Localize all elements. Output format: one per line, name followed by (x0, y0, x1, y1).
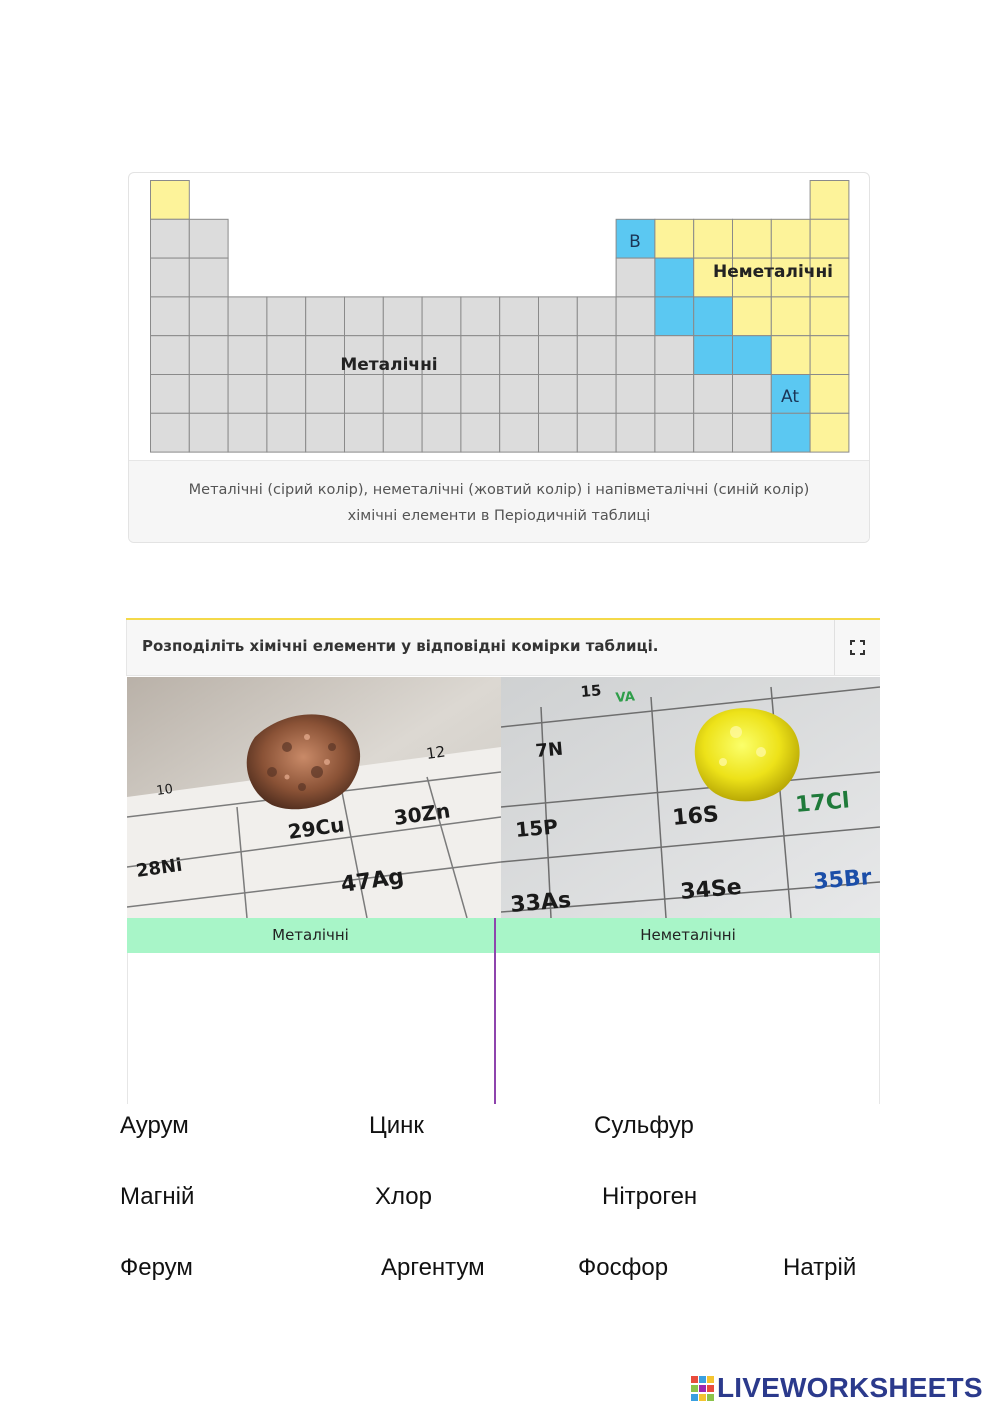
element-cell (500, 297, 539, 336)
svg-text:7N: 7N (534, 738, 564, 762)
element-cell (616, 336, 655, 375)
svg-text:33As: 33As (509, 887, 573, 918)
element-cell (539, 375, 578, 414)
word-silver[interactable]: Аргентум (381, 1254, 485, 1281)
element-cell (345, 413, 384, 452)
element-cell (810, 181, 849, 220)
element-cell (810, 336, 849, 375)
element-cell (151, 375, 190, 414)
svg-text:12: 12 (425, 742, 447, 763)
element-cell (577, 336, 616, 375)
svg-text:17Cl: 17Cl (794, 788, 851, 818)
element-cell (306, 375, 345, 414)
element-cell (151, 219, 190, 258)
element-cell (422, 375, 461, 414)
word-phosphorus[interactable]: Фосфор (578, 1254, 669, 1281)
svg-text:47Ag: 47Ag (339, 864, 406, 898)
element-cell (733, 375, 772, 414)
element-cell (577, 375, 616, 414)
element-cell (189, 297, 228, 336)
svg-text:34Se: 34Se (679, 874, 743, 905)
element-cell (500, 413, 539, 452)
element-cell (189, 413, 228, 452)
word-magnesium[interactable]: Магній (120, 1183, 195, 1210)
element-cell (461, 336, 500, 375)
svg-text:16S: 16S (671, 802, 720, 831)
element-cell (345, 297, 384, 336)
element-cell (306, 297, 345, 336)
element-cell (228, 413, 267, 452)
element-cell (151, 297, 190, 336)
periodic-table-figure (128, 172, 870, 543)
element-cell (694, 297, 733, 336)
svg-text:29Cu: 29Cu (286, 812, 346, 844)
copper-photo (127, 677, 501, 918)
element-cell (189, 219, 228, 258)
element-cell (616, 375, 655, 414)
element-cell (655, 375, 694, 414)
element-cell (616, 258, 655, 297)
element-cell (771, 297, 810, 336)
element-cell (151, 181, 190, 220)
svg-text:15: 15 (579, 681, 603, 701)
boron-symbol: B (629, 232, 641, 252)
element-cell (655, 258, 694, 297)
caption-line-2: хімічні елементи в Періодичній таблиці (347, 508, 651, 524)
element-cell (383, 375, 422, 414)
svg-text:35Br: 35Br (812, 864, 873, 895)
svg-text:VA: VA (615, 689, 636, 706)
element-cell (694, 413, 733, 452)
element-cell (616, 297, 655, 336)
element-cell (694, 336, 733, 375)
nonmetals-label: Неметалічні (712, 262, 834, 282)
word-sulfur[interactable]: Сульфур (594, 1112, 694, 1139)
element-cell (151, 336, 190, 375)
metals-column-heading: Металічні (127, 918, 494, 953)
fullscreen-button[interactable] (834, 620, 880, 675)
periodic-table-grid (150, 180, 850, 453)
nonmetals-drop-zone[interactable] (496, 953, 880, 1104)
svg-text:10: 10 (155, 781, 174, 799)
nonmetals-column-heading: Неметалічні (496, 918, 880, 953)
element-cell (577, 413, 616, 452)
figure-caption (129, 460, 869, 542)
element-cell (655, 297, 694, 336)
element-cell (267, 336, 306, 375)
element-cell (655, 219, 694, 258)
svg-text:30Zn: 30Zn (392, 798, 452, 830)
svg-text:28Ni: 28Ni (134, 854, 184, 882)
word-chlorine[interactable]: Хлор (375, 1183, 432, 1210)
activity-header (126, 620, 880, 676)
element-cell (189, 375, 228, 414)
element-cell (500, 375, 539, 414)
logo-text: LIVEWORKSHEETS (717, 1372, 983, 1403)
element-cell (539, 336, 578, 375)
element-cell (771, 336, 810, 375)
word-nitrogen[interactable]: Нітроген (602, 1183, 698, 1210)
element-cell (655, 413, 694, 452)
element-cell (267, 375, 306, 414)
element-cell (500, 336, 539, 375)
element-cell (771, 219, 810, 258)
element-cell (383, 297, 422, 336)
element-cell (539, 413, 578, 452)
svg-text:15P: 15P (514, 814, 559, 842)
element-cell (228, 297, 267, 336)
word-sodium[interactable]: Натрій (783, 1254, 857, 1281)
element-cell (345, 375, 384, 414)
element-cell (228, 336, 267, 375)
element-cell (539, 297, 578, 336)
liveworksheets-blocks-icon (691, 1376, 715, 1402)
metals-drop-zone[interactable] (127, 953, 494, 1104)
element-cell (733, 336, 772, 375)
element-cell (577, 297, 616, 336)
element-cell (655, 336, 694, 375)
metals-label: Металічні (340, 355, 438, 375)
element-cell (461, 375, 500, 414)
word-iron[interactable]: Ферум (120, 1254, 193, 1281)
element-cell (771, 413, 810, 452)
element-cell (267, 297, 306, 336)
element-cell (461, 297, 500, 336)
element-cell (383, 413, 422, 452)
element-cell (694, 375, 733, 414)
element-cell (733, 219, 772, 258)
element-cell (810, 413, 849, 452)
fullscreen-icon (850, 640, 865, 655)
column-divider (494, 918, 496, 1104)
element-cell (461, 413, 500, 452)
sulfur-photo (501, 677, 880, 918)
word-aurum[interactable]: Аурум (120, 1112, 189, 1139)
element-cell (733, 413, 772, 452)
element-cell (422, 297, 461, 336)
element-cell (733, 297, 772, 336)
sorting-activity (126, 618, 880, 1104)
element-cell (189, 336, 228, 375)
element-cell (151, 258, 190, 297)
element-cell (267, 413, 306, 452)
caption-line-1: Металічні (сірий колір), неметалічні (жовтий колір) і напівметалічні (синій колір) (188, 482, 810, 498)
element-cell (189, 258, 228, 297)
word-zinc[interactable]: Цинк (369, 1112, 424, 1139)
element-cell (151, 413, 190, 452)
element-cell (694, 219, 733, 258)
astatine-symbol: At (781, 387, 799, 407)
element-cell (810, 297, 849, 336)
element-cell (422, 413, 461, 452)
periodic-table (150, 180, 850, 453)
element-cell (810, 375, 849, 414)
element-cell (306, 413, 345, 452)
element-cell (228, 375, 267, 414)
element-cell (810, 219, 849, 258)
element-cell (306, 336, 345, 375)
activity-instruction: Розподіліть хімічні елементи у відповідні комірки таблиці. (142, 637, 659, 655)
element-cell (616, 413, 655, 452)
